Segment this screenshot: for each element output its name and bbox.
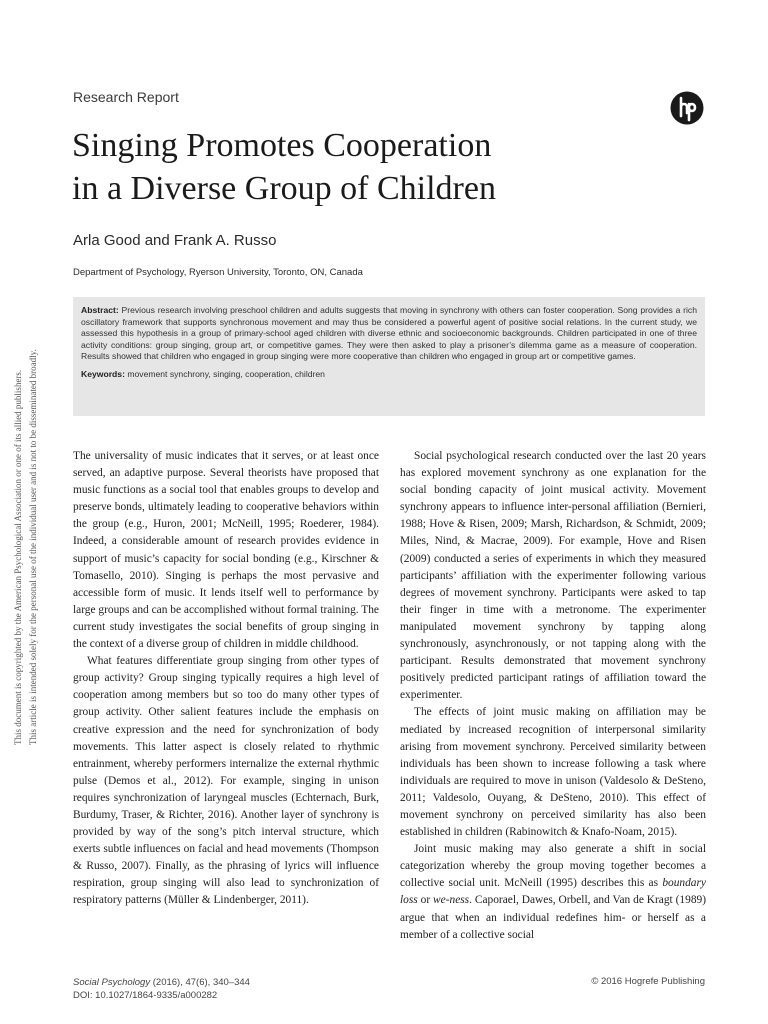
- journal-volume: (2016), 47(6), 340–344: [150, 977, 250, 988]
- footer-copyright: © 2016 Hogrefe Publishing: [591, 976, 705, 987]
- paragraph: The universality of music indicates that it serves, or at least once served, an adaptive purpose. Several theorists have proposed that music functions as a social tool that enables groups to develop and preserve bonds, ultimately leading to cooperative behaviors within the group (e.g., Huron, 2001; McNeill, 1995; Roederer, 1984). Indeed, a considerable amount of research provides evidence in support of music’s capacity for social bonding (e.g., Kirschner & Tomasello, 2010). Singing is perhaps the most pervasive and accessible form of music. It lends itself well to performance by large groups and can be accomplished without formal training. The current study investigates the social benefits of group singing in the context of a diverse group of children in middle childhood.: [73, 450, 379, 651]
- section-label: Research Report: [73, 89, 179, 105]
- paragraph: [400, 841, 706, 944]
- abstract: [81, 305, 697, 363]
- abstract-label: Abstract:: [81, 305, 119, 315]
- copyright-notice-line-2: This article is intended solely for the personal use of the individual user and is not to be disseminated broadly.: [28, 349, 38, 745]
- body-column-right: [400, 448, 706, 944]
- paragraph-text: or: [417, 894, 434, 907]
- authors: Arla Good and Frank A. Russo: [73, 232, 277, 249]
- keywords: [81, 369, 697, 381]
- affiliation: Department of Psychology, Ryerson University, Toronto, ON, Canada: [73, 267, 363, 278]
- footer-citation: [73, 976, 250, 1002]
- title-line-1: Singing Promotes Cooperation: [72, 127, 492, 164]
- emphasis-term: boundary loss: [400, 877, 706, 907]
- paragraph-text: Joint music making may also generate a shift in social categorization whereby the group moving together becomes a collective social unit. McNeill (1995) describes this as: [400, 843, 706, 890]
- title-line-2: in a Diverse Group of Children: [72, 170, 496, 207]
- paragraph: The effects of joint music making on affiliation may be mediated by increased recognition of interpersonal similarity arising from movement synchrony. Perceived similarity between individuals has been shown to increase following a task where individuals are required to move in unison (Valdesolo & DeSteno, 2011; Valdesolo, Ouyang, & DeSteno, 2010). This effect of movement synchrony on perceived similarity has also been established in children (Rabinowitch & Knafo-Noam, 2015).: [400, 706, 706, 839]
- body-column-left: [73, 448, 379, 910]
- paragraph: What features differentiate group singing from other types of group activity? Group singing typically requires a high level of cooperation among members but so too do many other types of group activity. Other salient features include the emphasis on creative expression and the need for synchronization of body movements. This latter aspect is closely related to rhythmic entrainment, whereby performers internalize the external rhythmic pulse (Demos et al., 2012). For example, singing in unison requires synchronization of laryngeal muscles (Echternach, Burk, Burdumy, Traser, & Richter, 2016). Another layer of synchrony is provided by way of the song’s pitch interval structure, which exerts subtle influences on facial and head movements (Thompson & Russo, 2007). Finally, as the phrasing of lyrics will influence respiration, group singing will also lead to synchronization of respiratory patterns (Müller & Lindenberger, 2011).: [73, 655, 379, 907]
- keywords-text: movement synchrony, singing, cooperation, children: [127, 368, 325, 379]
- emphasis-term: we-ness: [433, 894, 470, 907]
- doi: DOI: 10.1027/1864-9335/a000282: [73, 990, 218, 1001]
- paragraph-text: . Caporael, Dawes, Orbell, and Van de Kragt (1989) argue that when an individual redefines him- or herself as a member of a collective social: [400, 894, 707, 941]
- abstract-text: Previous research involving preschool children and adults suggests that moving in synchrony with others can foster cooperation. Song provides a rich oscillatory framework that supports synchronous movement and may thus be considered a powerful agent of positive social relations. In the current study, we assessed this hypothesis in a group of primary-school aged children with diverse ethnic and socioeconomic backgrounds. Children participated in one of three activity conditions: group singing, group art, or competitive games. They were then asked to play a prisoner’s dilemma game as a measure of cooperation. Results showed that children who engaged in group singing were more cooperative than children who engaged in group art or competitive games.: [81, 305, 697, 362]
- journal-name: Social Psychology: [73, 977, 151, 988]
- article-title: [72, 124, 672, 210]
- copyright-notice-line-1: This document is copyrighted by the American Psychological Association or one of its allied publishers.: [13, 369, 23, 745]
- keywords-label: Keywords:: [81, 368, 125, 379]
- hogrefe-logo-icon: [670, 91, 704, 125]
- abstract-box: [73, 297, 705, 416]
- paragraph: Social psychological research conducted over the last 20 years has explored movement synchrony as one explanation for the social bonding capacity of joint musical activity. Movement synchrony appears to influence inter-personal affiliation (Bernieri, 1988; Hove & Risen, 2009; Marsh, Richardson, & Schmidt, 2009; Miles, Nind, & Macrae, 2009). For example, Hove and Risen (2009) conducted a series of experiments in which they measured participants’ affiliation with the experimenter following various degrees of movement synchrony. Participants were asked to tap their finger in time with a metronome. The experimenter manipulated movement synchrony by tapping along synchronously, asynchronously, or not tapping along with the participant. Results demonstrated that movement synchrony positively predicted participant ratings of affiliation toward the experimenter.: [400, 450, 706, 702]
